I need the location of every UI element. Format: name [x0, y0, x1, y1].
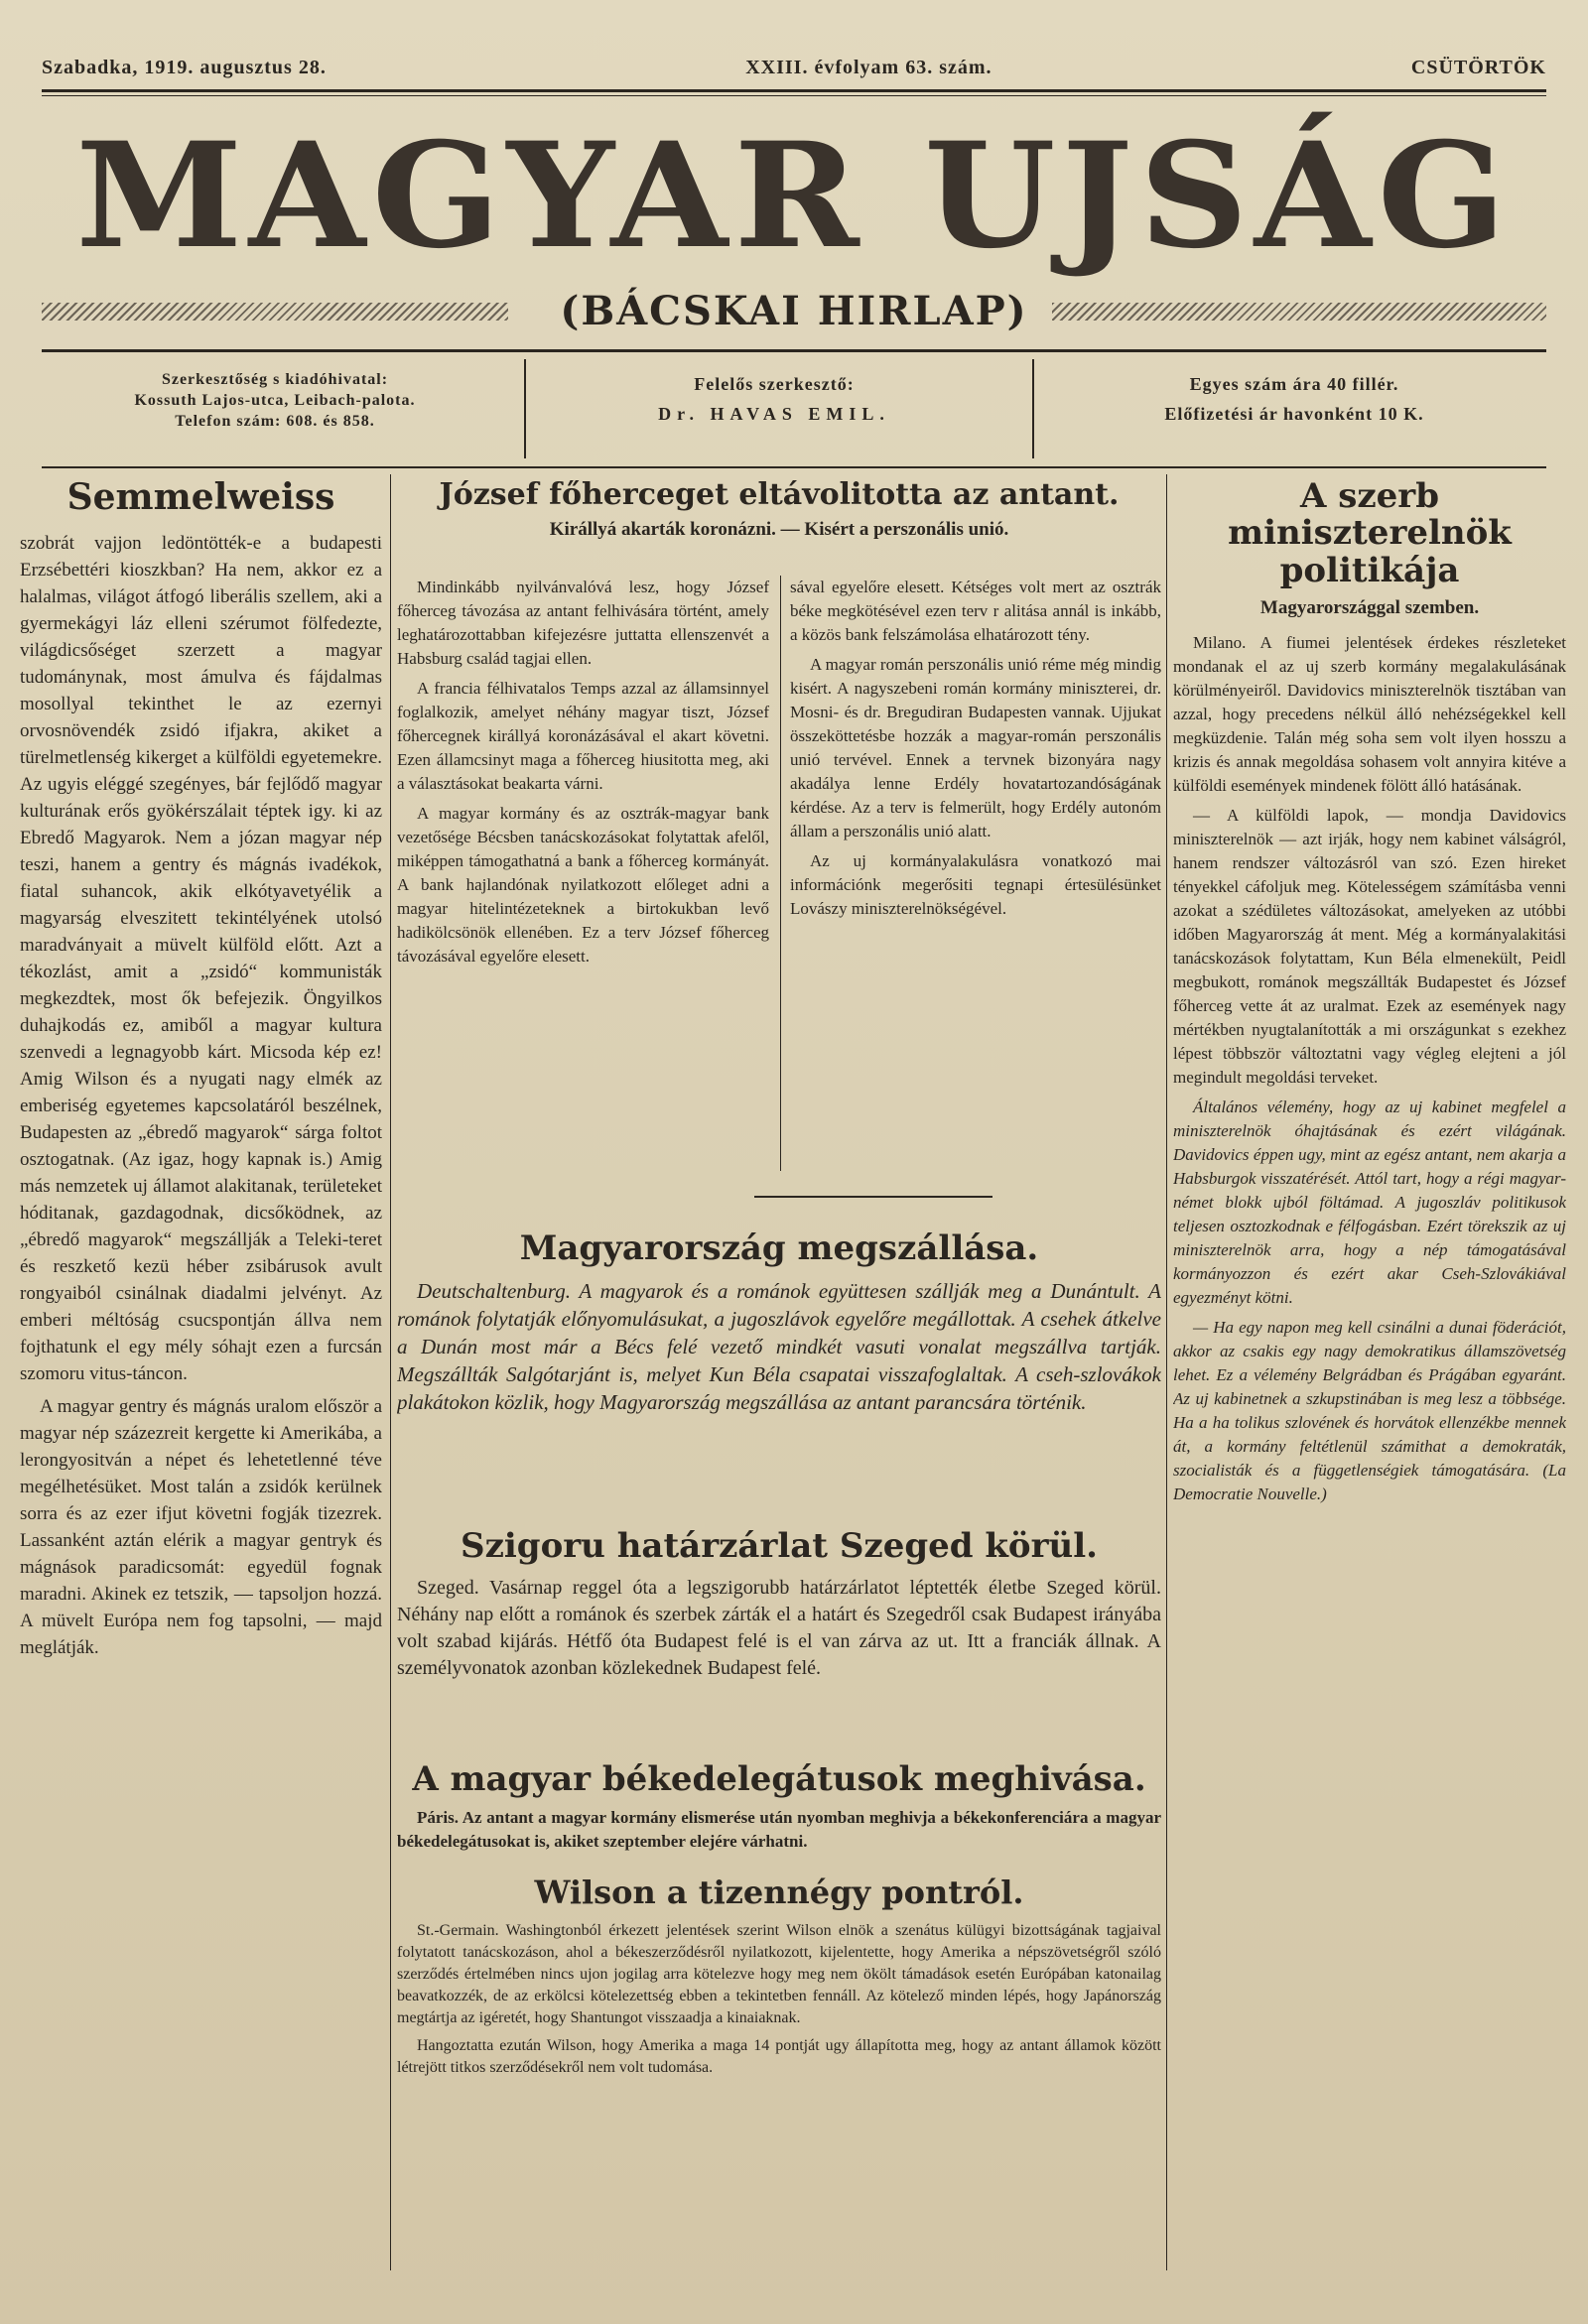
info-divider-1	[524, 359, 526, 458]
article-jozsef	[397, 478, 1161, 1203]
top-rule	[42, 89, 1546, 92]
szeged-title: Szigoru határzárlat Szeged körül.	[461, 1528, 1098, 1566]
szerb-paragraph-2: — A külföldi lapok, — mondja Davidovics miniszterelnök — azt irják, hogy nem kabinet válságról, hanem rendszer változásról van szó. Ezen hireket tényekkel cáfoljuk meg. Kötelességem számításba venni azokat a szédületes változásokat, amelyeken az utóbbi időben Magyarország át ment. Még a kormányalakitási tanácskozások folytattam, Kun Béla elmenekült, Peidl megbukott, románok megszállták Budapestet és József főherceg vette át az uralmat. Ezek az események nagy mértékben nyugtalanították a mi országunkat s ezekhez lépest többször változtatni vagy végleg elejteni a jól megindult megoldási terveket.	[1173, 806, 1566, 1088]
masthead-subtitle: (BÁCSKAI HIRLAP)	[560, 288, 1028, 334]
szerb-deck: Magyarországgal szemben.	[1259, 597, 1480, 619]
separator-short	[754, 1196, 992, 1198]
top-rule-thin	[42, 95, 1546, 96]
szerb-paragraph-4: — Ha egy napon meg kell csinálni a dunai föderációt, akkor az csakis egy nagy demokratikus államszövetség lehet. Ez a vélemény Belgrádban és Prágában egyaránt. Az uj kabinetnek a szkupstinában is meg lesz a többsége. Ha a ha tolikus szlovének és horvátok ellenzékbe mennek át, a kormány feltétlenül számithat a demokraták, szocialisták és a függetlenségiek támogatására. (La Democratie Nouvelle.)	[1173, 1318, 1566, 1504]
price-info	[1042, 369, 1546, 445]
jozsef-right-paragraph: Az uj kormányalakulásra vonatkozó mai információnk megerősiti tegnapi értesülésünket Lovászy miniszterelnökségével.	[790, 851, 1161, 918]
column-divider-2	[1166, 474, 1167, 2270]
megszallas-title: Magyarország megszállása.	[519, 1230, 1039, 1268]
ornament-right	[1052, 303, 1546, 321]
header-bottom-rule	[42, 466, 1546, 468]
info-divider-2	[1032, 359, 1034, 458]
single-price: Egyes szám ára 40 fillér.	[1189, 374, 1399, 394]
editor-info	[536, 369, 1012, 445]
office-info	[42, 369, 508, 445]
top-info-line	[42, 50, 1546, 85]
semmelweiss-title: Semmelweiss	[66, 478, 335, 518]
article-szeged	[397, 1528, 1161, 1776]
szerb-title: A szerb miniszterelnök politikája	[1228, 478, 1512, 590]
weekday: CSÜTÖRTÖK	[1410, 56, 1546, 78]
bekedelegatusok-title: A magyar békedelegátusok meghivása.	[412, 1761, 1146, 1799]
szerb-paragraph-1: Milano. A fiumei jelentések érdekes részleteket mondanak el az uj szerb kormány megalakulásának körülményeiről. Davidovics miniszterelnök tisztában van azzal, hogy precedens nélkül álló nehézségekkel kell megküzdenie. Talán még soha sem volt ilyen hosszu a krizis és annak megoldása sohasem volt annyira kitéve a külföldi események mindenek fölött álló hatásának.	[1173, 633, 1566, 796]
semmelweiss-paragraph-2: A magyar gentry és mágnás uralom először a magyar nép százezreit kergette ki Amerikába, a lerongyositván a népet és lehetetlenné téve megélhetésüket. Most talán a zsidók kerülnek sorra és az ezer ifjut követni fogják tizezrek. Lassanként aztán elérik a magyar gentryk és mágnások paradicsomát: egyedül fognak maradni. Akinek ez tetszik, — tapsoljon hozzá. A müvelt Európa nem fog tapsolni, — majd meglátják.	[20, 1395, 382, 1658]
jozsef-inner-divider	[780, 576, 781, 1171]
column-divider-1	[390, 474, 391, 2270]
jozsef-right-paragraph: A magyar román perszonális unió réme még mindig kisért. A nagyszebeni román kormány miniszterei, dr. Mosni- és dr. Bregudiran Budapesten vannak. Ujjukat összeköttetésbe hozzák a magyar-román perszonális unió tervével. Ennek a tervnek bizonyára nagy akadálya lenne Erdély hovatartozandóságának kérdése. Az a terv is felmerült, hogy Erdély autonóm állam a perszonális unió alatt.	[790, 655, 1161, 840]
article-bekedelegatusok	[397, 1761, 1161, 1871]
megszallas-text: Deutschaltenburg. A magyarok és a románok együttesen szállják meg a Dunántult. A románok folytatják előnyomulásukat, a jugoszlávok egyelőre megállottak. A csehek átkelve a Dunán most már a Bécs felé vezető mindkét vasuti vonalat megszállva tartják. Megszállták Salgótarjánt is, melyet Kun Béla csapatai visszafoglaltak. A cseh-szlovákok plakátokon közlik, hogy Magyarország megszállása az antant parancsára történik.	[397, 1279, 1161, 1415]
szerb-paragraph-3: Általános vélemény, hogy az uj kabinet megfelel a miniszterelnök óhajtásának és ezért világának. Davidovics éppen ugy, mint az egész antant, nem akarja a Habsburgok visszatérését. Attól tart, hogy a régi magyar-német blokk ujból föltámad. A jugoszláv politikusok teljesen osztozkodnak e félfogásban. Ezért törekszik az uj miniszterelnök arra, hogy a nép támogatásával kormányozzon és ezért akar Cseh-Szlovákiával egyezményt kötni.	[1173, 1097, 1566, 1308]
jozsef-title: József főherceget eltávolitotta az antant.	[439, 478, 1120, 512]
wilson-title: Wilson a tizennégy pontról.	[534, 1875, 1024, 1911]
date-place: Szabadka, 1919. augusztus 28.	[42, 56, 327, 78]
wilson-paragraph-1: St.-Germain. Washingtonból érkezett jelentések szerint Wilson elnök a szenátus külügyi bizottságának tagjaival folytatott tanácskozáson, ahol a békeszerződésről nyilatkozott, kijelentette, hogy Amerika a népszövetségről szóló szerződés értelmében nincs ujon jogilag arra kötelezve hogy meg nem ökölt támadások esetén Európában katonailag beavatkozzék, de az erkölcsi kötelezettség ebben a tekintetben fennáll. Az kötelező minden lépés, hogy Japánország megtártja az igéretét, hogy Shantungot visszaadja a kinaiaknak.	[397, 1922, 1161, 2027]
szeged-text: Szeged. Vasárnap reggel óta a legszigorubb határzárlatot léptették életbe Szeged körül. Néhány nap előtt a románok és szerbek zárták el a határt és Szegedről csak Budapest irányába volt szabad kijárás. Hétfő óta Budapest felé is el van zárva az ut. Itt a franciák állnak. A személyvonatok azonban közlekednek Budapest felé.	[397, 1577, 1161, 1680]
article-szerb	[1173, 478, 1566, 2314]
wilson-paragraph-2: Hangoztatta ezután Wilson, hogy Amerika a maga 14 pontját ugy állapította meg, hogy az antant államok között létrejött titkos szerződésekről nem volt tudomása.	[397, 2037, 1161, 2077]
jozsef-deck: Királlyá akarták koronázni. — Kisért a perszonális unió.	[549, 519, 1009, 540]
editor-label: Felelős szerkesztő:	[694, 374, 855, 394]
jozsef-right-paragraph: sával egyelőre elesett. Kétséges volt mert az osztrák béke megkötésével ezen terv r alitása annál is inkább, a közös bank felszámolása elhatározott tény.	[790, 578, 1161, 644]
masthead-title: MAGYAR UJSÁG	[75, 111, 1513, 281]
jozsef-left-column	[397, 576, 769, 974]
jozsef-left-paragraph: A magyar kormány és az osztrák-magyar bank vezetősége Bécsben tanácskozásokat folytattak afelől, miképpen támogathatná a bank a főherceg kormányát. A bank hajlandónak nyilatkozott előleget adni a magyar hitelintézeteknek a birtokukban levő hadikölcsönök ellenében. Ez a terv József főherceg távozásával egyelőre elesett.	[397, 804, 769, 966]
office-line-3: Telefon szám: 608. és 858.	[175, 413, 375, 430]
jozsef-left-paragraph: Mindinkább nyilvánvalóvá lesz, hogy József főherceg távozása az antant felhivására történt, amely leghatározottabban kifejezésre juttatta ellenszenvét a Habsburg család tagjai ellen.	[397, 578, 769, 668]
article-megszallas	[397, 1230, 1161, 1528]
subscription-price: Előfizetési ár havonként 10 K.	[1164, 404, 1424, 424]
article-semmelweiss	[20, 478, 382, 2314]
masthead-rule	[42, 349, 1546, 352]
jozsef-left-paragraph: A francia félhivatalos Temps azzal az államsinnyel foglalkozik, amelyet néhány magyar tiszt, József főhercegnek királlyá koronázásával el akart követni. Ezen államcsinyt maga a főherceg hiusitotta meg, aki a választásokat beakarta várni.	[397, 679, 769, 793]
article-wilson	[397, 1875, 1161, 2312]
volume-number: XXIII. évfolyam 63. szám.	[745, 56, 992, 78]
editor-name: Dr. HAVAS EMIL.	[658, 404, 890, 424]
semmelweiss-paragraph-1: szobrát vajjon ledöntötték-e a budapesti Erzsébettéri kioszkban? Ha nem, akkor ez a halalmas, világot átfogó liberális szellem, aki a gyermekágyi láz elleni szérumot fölfedezte, világdicsőséget szerzett a magyar tudománynak, most ámulva és fájdalmas mosollyal tekinthet le az ezernyi orvosnövendék zsidó ifjakra, akiket a türelmetlenség kikerget a külföldi egyetemekre. Az ugyis eléggé szegényes, bár fejlődő magyar kulturának erős gyökérszálait téptek igy. ki az Ebredő Magyarok. Nem a józan magyar nép teszi, hanem a gentry és mágnás ivadékok, fiatal suhancok, akik elkótyavetyélik a magyarság elveszitett tekintélyének utolsó maradványait a müvelt külföld előtt. Azt a tékozlást, amit a „zsidó“ kommunisták megkezdtek, most ők befejezik. Öngyilkos duhajkodás ez, amiből a magyar kultura szenvedi a legnagyobb kárt. Micsoda kép ez! Amig Wilson és a nyugati nagy elmék az emberiség egyetemes kapcsolatáról beszélnek, Budapesten az „ébredő magyarok“ sárga foltot osztogatnak. (Az igaz, hogy kapnak is.) Amig más nemzetek uj államot alakitanak, területeket hóditanak, gazdagodnak, dicsőködnek, az „ébredő magyarok“ megszállják a Teleki-teret és reszkető kezü héber zsibárusok avult rongyaiból csinálnak diadalmi jelvényt. Az emberi méltóság csucspontján állva nem fojthatunk el egy mély sóhajt ezen a furcsán szomoru vitus-táncon.	[20, 532, 382, 1384]
bekedelegatusok-text: Páris. Az antant a magyar kormány elismerése után nyomban meghivja a békekonferenciára a magyar békedelegátusokat is, akiket szeptember elejére várhatni.	[397, 1808, 1161, 1852]
jozsef-right-column	[790, 576, 1161, 927]
office-line-1: Szerkesztőség s kiadóhivatal:	[161, 371, 389, 388]
office-line-2: Kossuth Lajos-utca, Leibach-palota.	[134, 392, 416, 409]
